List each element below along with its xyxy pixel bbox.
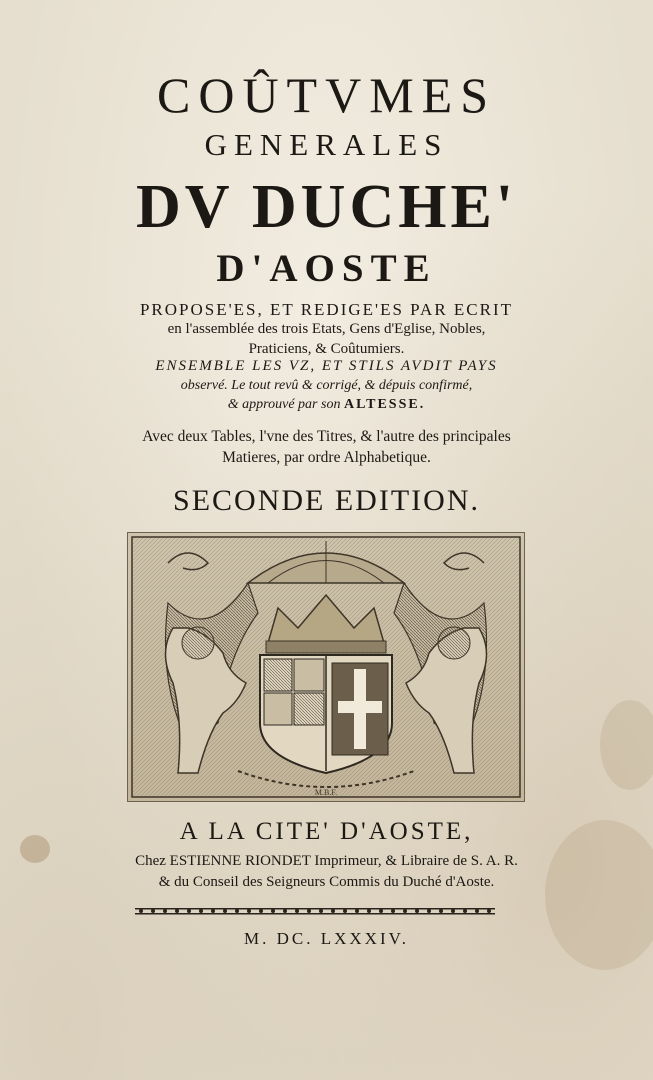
coat-of-arms-engraving [127,532,525,802]
paper-stain [600,700,653,790]
subtitle-line-3: Praticiens, & Coûtumiers. [248,341,405,357]
engraver-signature: M.B.F. [314,788,338,797]
subtitle-line-2: en l'assemblée des trois Etats, Gens d'Eglise, Nobles, [167,321,486,337]
title-line-4: D'AOSTE [216,247,437,290]
imprint-council: & du Conseil des Seigneurs Commis du Duché d'Aoste. [158,874,495,890]
coat-of-arms-illustration [128,533,524,801]
title-line-3: DV DUCHE' [135,173,518,241]
tables-note-line-2: Matieres, par ordre Alphabetique. [222,449,431,466]
title-line-2: GENERALES [204,127,449,162]
edition-heading: SECONDE EDITION. [173,484,480,517]
subtitle-line-6-text: & approuvé par son [227,397,341,412]
ornament-rule [135,905,495,917]
imprint-printer: Chez ESTIENNE RIONDET Imprimeur, & Libraire de S. A. R. [135,853,518,869]
subtitle-line-6 [0,397,653,413]
subtitle-line-1: PROPOSE'ES, ET REDIGE'ES PAR ECRIT [139,300,514,319]
subtitle-line-4: ENSEMBLE LES VZ, ET STILS AVDIT PAYS [155,358,498,374]
subtitle-line-5: observé. Le tout revû & corrigé, & dépuis confirmé, [180,378,473,393]
tables-note-line-1: Avec deux Tables, l'vne des Titres, & l'autre des principales [142,428,511,445]
title-line-1: COÛTVMES [156,67,497,123]
publication-year: M. DC. LXXXIV. [244,929,409,948]
imprint-city: A LA CITE' D'AOSTE, [179,818,474,845]
subtitle-line-6-altesse: ALTESSE. [343,397,426,412]
